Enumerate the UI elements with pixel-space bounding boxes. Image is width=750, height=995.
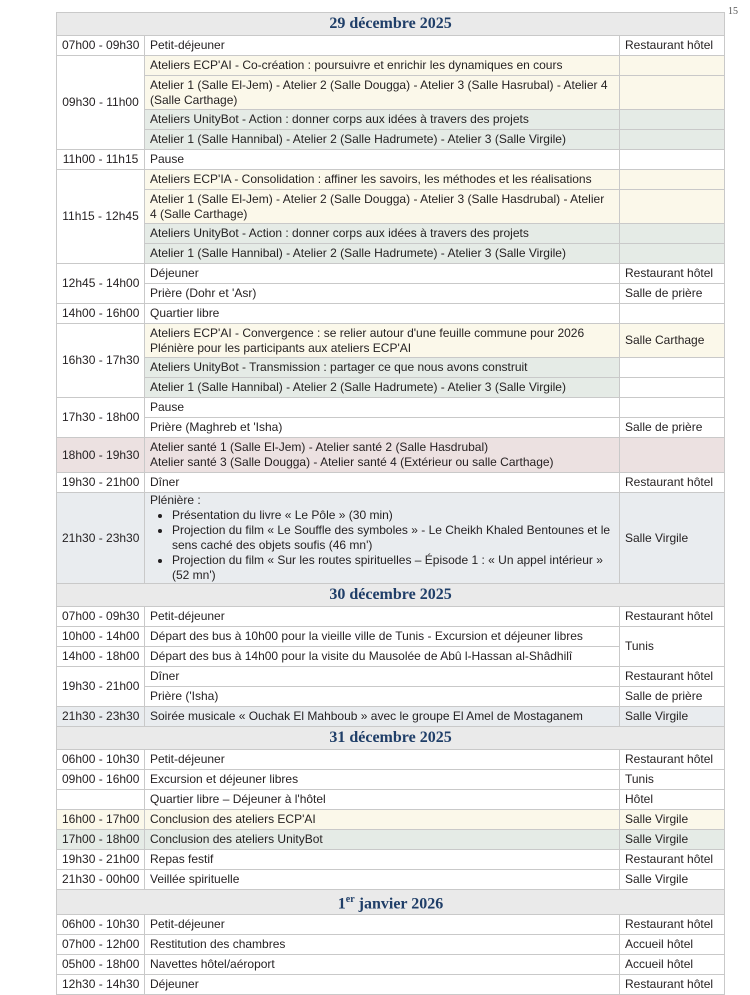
table-row <box>57 304 725 324</box>
location-cell: Restaurant hôtel <box>620 975 725 995</box>
table-row <box>57 770 725 790</box>
table-row <box>57 790 725 810</box>
page-number: 15 <box>728 6 738 17</box>
table-row <box>57 190 725 224</box>
location-cell: Salle Carthage <box>620 324 725 358</box>
activity-line: Plénière pour les participants aux ateliers ECP'AI <box>150 340 412 355</box>
table-row <box>57 56 725 76</box>
location-cell: Tunis <box>620 770 725 790</box>
activity-cell: Petit-déjeuner <box>145 607 620 627</box>
activity-cell: Petit-déjeuner <box>145 750 620 770</box>
day-header <box>57 584 725 607</box>
table-row <box>57 607 725 627</box>
table-row <box>57 810 725 830</box>
activity-cell: Atelier 1 (Salle Hannibal) - Atelier 2 (Salle Hadrumete) - Atelier 3 (Salle Virgile) <box>145 378 620 398</box>
table-row <box>57 224 725 244</box>
activity-cell: Départ des bus à 14h00 pour la visite du Mausolée de Abû l-Hassan al-Shâdhilî <box>145 647 620 667</box>
location-cell: Restaurant hôtel <box>620 750 725 770</box>
activity-cell: Petit-déjeuner <box>145 915 620 935</box>
table-row <box>57 170 725 190</box>
location-cell: Salle Virgile <box>620 493 725 584</box>
time-cell: 06h00 - 10h30 <box>57 750 145 770</box>
activity-cell: Excursion et déjeuner libres <box>145 770 620 790</box>
location-cell <box>620 398 725 418</box>
table-row <box>57 76 725 110</box>
activity-cell <box>145 493 620 584</box>
location-cell: Accueil hôtel <box>620 955 725 975</box>
table-row <box>57 667 725 687</box>
location-cell: Restaurant hôtel <box>620 36 725 56</box>
activity-cell: Ateliers UnityBot - Action : donner corps aux idées à travers des projets <box>145 110 620 130</box>
table-row <box>57 955 725 975</box>
time-cell: 19h30 - 21h00 <box>57 667 145 707</box>
activity-cell: Navettes hôtel/aéroport <box>145 955 620 975</box>
location-cell <box>620 304 725 324</box>
day-header <box>57 13 725 36</box>
location-cell <box>620 244 725 264</box>
day-number: 1 <box>337 895 346 913</box>
time-cell: 14h00 - 16h00 <box>57 304 145 324</box>
table-row <box>57 418 725 438</box>
activity-cell: Pause <box>145 150 620 170</box>
table-row <box>57 284 725 304</box>
day-ordinal: er <box>345 894 355 905</box>
table-row <box>57 830 725 850</box>
location-cell: Tunis <box>620 627 725 667</box>
activity-cell: Ateliers ECP'AI - Co-création : poursuivre et enrichir les dynamiques en cours <box>145 56 620 76</box>
time-cell: 10h00 - 14h00 <box>57 627 145 647</box>
time-cell: 11h15 - 12h45 <box>57 170 145 264</box>
table-row <box>57 627 725 647</box>
location-cell: Salle de prière <box>620 418 725 438</box>
time-cell: 12h45 - 14h00 <box>57 264 145 304</box>
table-row <box>57 935 725 955</box>
activity-line: Ateliers ECP'AI - Convergence : se relier autour d'une feuille commune pour 2026 <box>150 325 585 340</box>
list-item: • Projection du film « Sur les routes spirituelles – Épisode 1 : « Un appel intérieur » (52 mn') <box>172 553 614 583</box>
location-cell <box>620 378 725 398</box>
activity-line: Atelier santé 1 (Salle El-Jem) - Atelier santé 2 (Salle Hasdrubal) <box>150 440 489 454</box>
activity-cell: Quartier libre – Déjeuner à l'hôtel <box>145 790 620 810</box>
location-cell: Restaurant hôtel <box>620 264 725 284</box>
activity-cell: Pause <box>145 398 620 418</box>
table-row <box>57 850 725 870</box>
activity-cell <box>145 438 620 473</box>
table-row <box>57 264 725 284</box>
list-item: • Présentation du livre « Le Pôle » (30 min) <box>172 508 614 523</box>
location-cell <box>620 110 725 130</box>
location-cell <box>620 56 725 76</box>
table-row <box>57 687 725 707</box>
program-table <box>56 12 725 995</box>
location-cell <box>620 358 725 378</box>
activity-cell: Départ des bus à 10h00 pour la vieille ville de Tunis - Excursion et déjeuner libres <box>145 627 620 647</box>
location-cell: Salle de prière <box>620 687 725 707</box>
location-cell <box>620 130 725 150</box>
time-cell: 14h00 - 18h00 <box>57 647 145 667</box>
activity-line: Atelier santé 3 (Salle Dougga) - Atelier santé 4 (Extérieur ou salle Carthage) <box>150 455 554 469</box>
time-cell: 21h30 - 00h00 <box>57 870 145 890</box>
activity-cell: Prière (Maghreb et 'Isha) <box>145 418 620 438</box>
table-row <box>57 707 725 727</box>
location-cell <box>620 190 725 224</box>
table-row <box>57 36 725 56</box>
time-cell: 06h00 - 10h30 <box>57 915 145 935</box>
table-row <box>57 358 725 378</box>
location-cell: Restaurant hôtel <box>620 473 725 493</box>
table-row <box>57 915 725 935</box>
table-row <box>57 493 725 584</box>
location-cell: Salle de prière <box>620 284 725 304</box>
table-row <box>57 438 725 473</box>
activity-cell <box>145 324 620 358</box>
day-title <box>57 890 725 915</box>
table-row <box>57 870 725 890</box>
day-header <box>57 727 725 750</box>
activity-cell: Prière (Dohr et 'Asr) <box>145 284 620 304</box>
time-cell: 21h30 - 23h30 <box>57 493 145 584</box>
time-cell: 09h00 - 16h00 <box>57 770 145 790</box>
activity-cell: Conclusion des ateliers UnityBot <box>145 830 620 850</box>
activity-cell: Dîner <box>145 473 620 493</box>
location-cell: Restaurant hôtel <box>620 667 725 687</box>
activity-cell: Quartier libre <box>145 304 620 324</box>
table-row <box>57 110 725 130</box>
location-cell: Salle Virgile <box>620 810 725 830</box>
location-cell: Restaurant hôtel <box>620 607 725 627</box>
time-cell: 16h30 - 17h30 <box>57 324 145 398</box>
time-cell: 09h30 - 11h00 <box>57 56 145 150</box>
activity-cell: Conclusion des ateliers ECP'AI <box>145 810 620 830</box>
location-cell <box>620 76 725 110</box>
table-row <box>57 975 725 995</box>
location-cell <box>620 170 725 190</box>
time-cell: 21h30 - 23h30 <box>57 707 145 727</box>
day-month: janvier 2026 <box>354 895 444 913</box>
time-cell: 07h00 - 12h00 <box>57 935 145 955</box>
table-row <box>57 378 725 398</box>
day-title: 30 décembre 2025 <box>57 584 725 607</box>
table-row <box>57 244 725 264</box>
day-title: 31 décembre 2025 <box>57 727 725 750</box>
activity-cell: Ateliers ECP'IA - Consolidation : affiner les savoirs, les méthodes et les réalisations <box>145 170 620 190</box>
activity-cell: Atelier 1 (Salle Hannibal) - Atelier 2 (Salle Hadrumete) - Atelier 3 (Salle Virgile) <box>145 130 620 150</box>
time-cell: 18h00 - 19h30 <box>57 438 145 473</box>
list-item: • Projection du film « Le Souffle des symboles » - Le Cheikh Khaled Bentounes et le sens caché des objets soufis (46 mn') <box>172 523 614 553</box>
activity-cell: Atelier 1 (Salle Hannibal) - Atelier 2 (Salle Hadrumete) - Atelier 3 (Salle Virgile) <box>145 244 620 264</box>
activity-cell: Atelier 1 (Salle El-Jem) - Atelier 2 (Salle Dougga) - Atelier 3 (Salle Hasrubal) - Atelier 4 (Salle Carthage) <box>145 76 620 110</box>
activity-cell: Veillée spirituelle <box>145 870 620 890</box>
time-cell: 07h00 - 09h30 <box>57 36 145 56</box>
table-row <box>57 150 725 170</box>
activity-cell: Prière ('Isha) <box>145 687 620 707</box>
location-cell: Hôtel <box>620 790 725 810</box>
location-cell <box>620 224 725 244</box>
day-header <box>57 890 725 915</box>
time-cell: 19h30 - 21h00 <box>57 473 145 493</box>
location-cell <box>620 438 725 473</box>
location-cell: Salle Virgile <box>620 707 725 727</box>
time-cell: 05h00 - 18h00 <box>57 955 145 975</box>
day-title: 29 décembre 2025 <box>57 13 725 36</box>
activity-cell: Petit-déjeuner <box>145 36 620 56</box>
time-cell: 07h00 - 09h30 <box>57 607 145 627</box>
activity-cell: Repas festif <box>145 850 620 870</box>
plenary-list <box>150 508 614 583</box>
activity-cell: Atelier 1 (Salle El-Jem) - Atelier 2 (Salle Dougga) - Atelier 3 (Salle Hasdrubal) - Atelier 4 (Salle Carthage) <box>145 190 620 224</box>
location-cell: Restaurant hôtel <box>620 850 725 870</box>
activity-cell: Restitution des chambres <box>145 935 620 955</box>
activity-cell: Déjeuner <box>145 975 620 995</box>
time-cell: 12h30 - 14h30 <box>57 975 145 995</box>
time-cell: 16h00 - 17h00 <box>57 810 145 830</box>
location-cell <box>620 150 725 170</box>
location-cell: Salle Virgile <box>620 870 725 890</box>
table-row <box>57 324 725 358</box>
activity-cell: Soirée musicale « Ouchak El Mahboub » avec le groupe El Amel de Mostaganem <box>145 707 620 727</box>
table-row <box>57 130 725 150</box>
location-cell: Accueil hôtel <box>620 935 725 955</box>
activity-cell: Déjeuner <box>145 264 620 284</box>
activity-cell: Ateliers UnityBot - Transmission : partager ce que nous avons construit <box>145 358 620 378</box>
time-cell: 17h00 - 18h00 <box>57 830 145 850</box>
time-cell: 19h30 - 21h00 <box>57 850 145 870</box>
table-row <box>57 398 725 418</box>
table-row <box>57 750 725 770</box>
activity-cell: Dîner <box>145 667 620 687</box>
location-cell: Restaurant hôtel <box>620 915 725 935</box>
table-row <box>57 473 725 493</box>
location-cell: Salle Virgile <box>620 830 725 850</box>
time-cell: 11h00 - 11h15 <box>57 150 145 170</box>
time-cell <box>57 790 145 810</box>
time-cell: 17h30 - 18h00 <box>57 398 145 438</box>
plenary-heading: Plénière : <box>150 493 201 507</box>
activity-cell: Ateliers UnityBot - Action : donner corps aux idées à travers des projets <box>145 224 620 244</box>
